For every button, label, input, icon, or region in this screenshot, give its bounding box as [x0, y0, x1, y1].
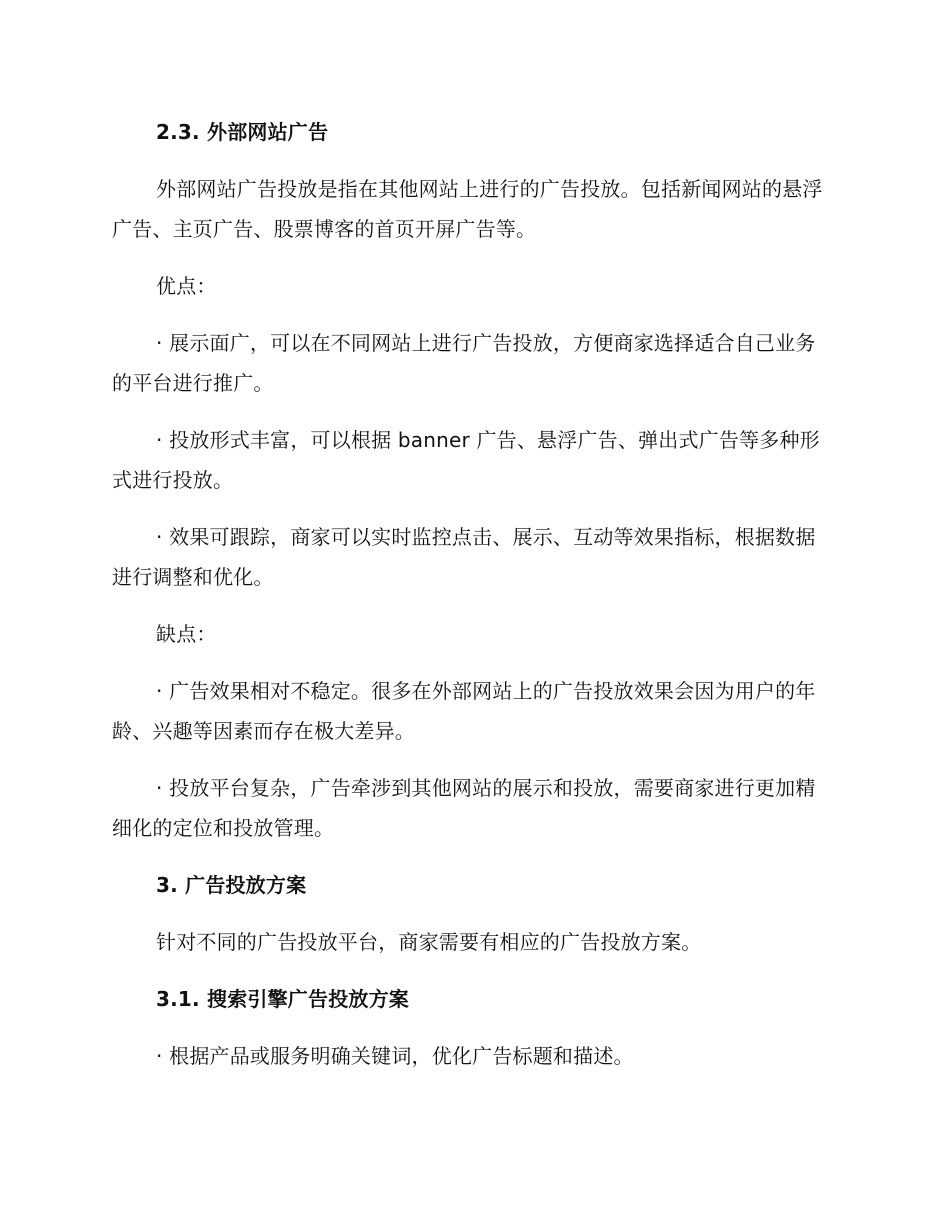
bullet-paragraph: · 展示面广，可以在不同网站上进行广告投放，方便商家选择适合自己业务的平台进行推广。: [112, 331, 816, 395]
section-heading: 2.3. 外部网站广告: [156, 120, 329, 144]
paragraph-label: 缺点：: [156, 622, 217, 646]
section-heading: 3. 广告投放方案: [156, 873, 307, 897]
bullet-paragraph: · 根据产品或服务明确关键词，优化广告标题和描述。: [156, 1044, 634, 1068]
bullet-paragraph: · 投放形式丰富，可以根据 banner 广告、悬浮广告、弹出式广告等多种形式进行投放。: [112, 428, 820, 492]
document-page: [112, 112, 832, 1093]
bullet-paragraph: · 效果可跟踪，商家可以实时监控点击、展示、互动等效果指标，根据数据进行调整和优化。: [112, 525, 816, 589]
section-heading: 3.1. 搜索引擎广告投放方案: [156, 987, 409, 1011]
paragraph: 针对不同的广告投放平台，商家需要有相应的广告投放方案。: [156, 930, 702, 954]
paragraph-label: 优点：: [156, 274, 217, 298]
bullet-paragraph: · 投放平台复杂，广告牵涉到其他网站的展示和投放，需要商家进行更加精细化的定位和投放管理。: [112, 776, 816, 840]
bullet-paragraph: · 广告效果相对不稳定。很多在外部网站上的广告投放效果会因为用户的年龄、兴趣等因素而存在极大差异。: [112, 679, 816, 743]
paragraph: 外部网站广告投放是指在其他网站上进行的广告投放。包括新闻网站的悬浮广告、主页广告、股票博客的首页开屏广告等。: [112, 177, 823, 241]
